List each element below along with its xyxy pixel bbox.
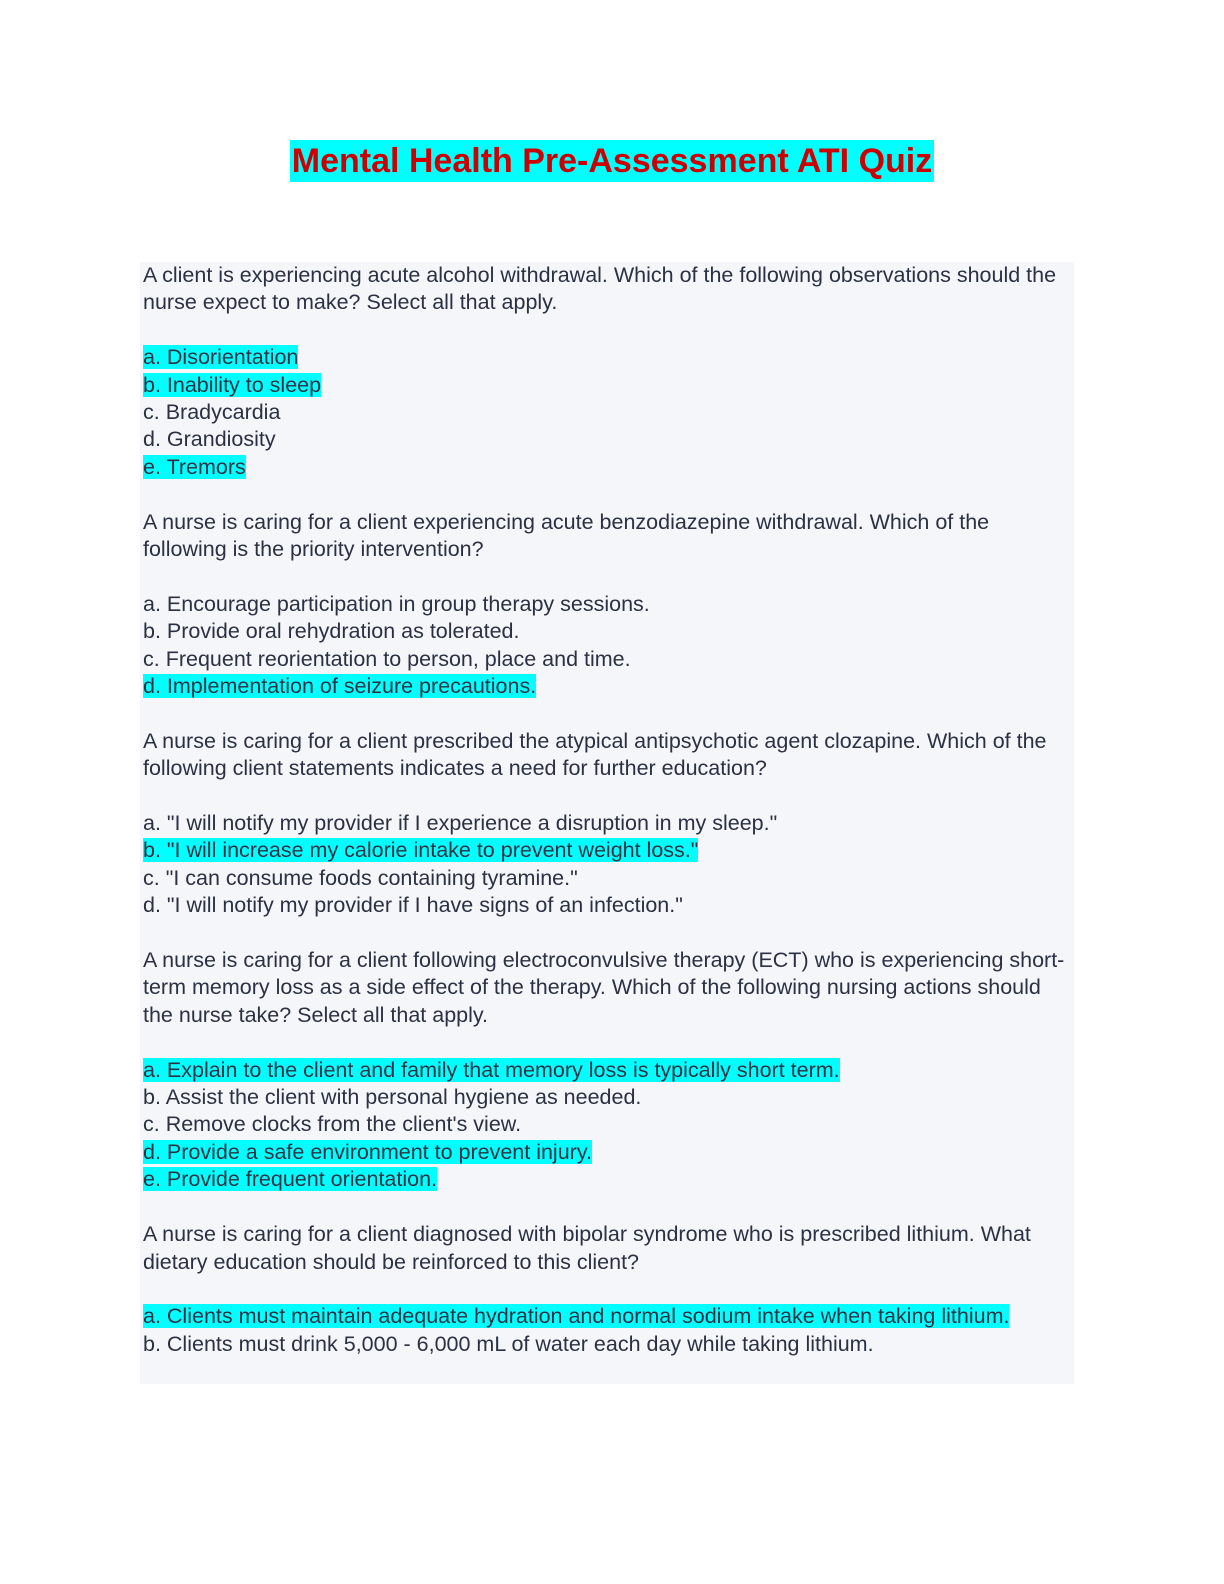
answer-option-correct: a. Clients must maintain adequate hydration and normal sodium intake when taking lithium. xyxy=(143,1304,1010,1329)
option-list xyxy=(143,344,1074,481)
list-item xyxy=(143,673,1074,700)
question-text: A nurse is caring for a client diagnosed with bipolar syndrome who is prescribed lithium. What dietary education should be reinforced to this client? xyxy=(143,1222,1031,1274)
answer-option-correct: a. Explain to the client and family that memory loss is typically short term. xyxy=(143,1057,840,1082)
list-item xyxy=(143,1139,1074,1166)
answer-option-correct: b. "I will increase my calorie intake to prevent weight loss." xyxy=(143,838,699,863)
page-title: Mental Health Pre-Assessment ATI Quiz xyxy=(291,142,933,180)
question-block-2 xyxy=(143,509,1074,701)
answer-option: c. "I can consume foods containing tyramine." xyxy=(143,865,578,890)
question-block-5 xyxy=(143,1221,1074,1358)
answer-option-correct: d. Provide a safe environment to prevent injury. xyxy=(143,1139,592,1164)
question-block-1 xyxy=(143,262,1074,481)
list-item xyxy=(143,892,1074,919)
answer-option-correct: d. Implementation of seizure precautions. xyxy=(143,674,537,699)
answer-option: c. Frequent reorientation to person, place and time. xyxy=(143,646,631,671)
list-item xyxy=(143,1057,1074,1084)
list-item xyxy=(143,810,1074,837)
list-item xyxy=(143,399,1074,426)
list-item xyxy=(143,618,1074,645)
option-list xyxy=(143,1303,1074,1358)
quiz-content xyxy=(140,262,1074,1384)
list-item xyxy=(143,865,1074,892)
question-text: A nurse is caring for a client prescribed the atypical antipsychotic agent clozapine. Which of the following client statements indicates a need for further education? xyxy=(143,728,1047,781)
list-item xyxy=(143,1331,1074,1358)
answer-option: a. Encourage participation in group therapy sessions. xyxy=(143,591,650,616)
title-wrapper xyxy=(0,140,1224,182)
option-list xyxy=(143,810,1074,920)
list-item xyxy=(143,646,1074,673)
answer-option: d. Grandiosity xyxy=(143,427,276,452)
option-list xyxy=(143,591,1074,701)
answer-option: c. Bradycardia xyxy=(143,400,281,425)
question-text: A client is experiencing acute alcohol withdrawal. Which of the following observations should the nurse expect to make? Select all that apply. xyxy=(143,263,1057,315)
list-item xyxy=(143,837,1074,864)
question-block-4 xyxy=(143,947,1074,1194)
option-list xyxy=(143,1057,1074,1194)
answer-option: b. Provide oral rehydration as tolerated. xyxy=(143,619,520,644)
answer-option-correct: b. Inability to sleep xyxy=(143,372,322,397)
list-item xyxy=(143,1084,1074,1111)
answer-option: a. "I will notify my provider if I experience a disruption in my sleep." xyxy=(143,811,778,836)
answer-option-correct: e. Provide frequent orientation. xyxy=(143,1167,438,1192)
answer-option: b. Assist the client with personal hygiene as needed. xyxy=(143,1085,642,1110)
list-item xyxy=(143,372,1074,399)
answer-option: b. Clients must drink 5,000 - 6,000 mL of water each day while taking lithium. xyxy=(143,1331,874,1356)
list-item xyxy=(143,1166,1074,1193)
answer-option-correct: a. Disorientation xyxy=(143,345,299,370)
question-block-3 xyxy=(143,728,1074,920)
question-text: A nurse is caring for a client experiencing acute benzodiazepine withdrawal. Which of the following is the priority intervention? xyxy=(143,509,990,562)
answer-option: d. "I will notify my provider if I have signs of an infection." xyxy=(143,893,683,918)
list-item xyxy=(143,344,1074,371)
list-item xyxy=(143,1303,1074,1330)
list-item xyxy=(143,591,1074,618)
answer-option-correct: e. Tremors xyxy=(143,454,246,479)
answer-option: c. Remove clocks from the client's view. xyxy=(143,1112,522,1137)
list-item xyxy=(143,454,1074,481)
list-item xyxy=(143,1111,1074,1138)
list-item xyxy=(143,426,1074,453)
question-text: A nurse is caring for a client following electroconvulsive therapy (ECT) who is experiencing short-term memory loss as a side effect of the therapy. Which of the following nursing actions should the nurse take? Select all that apply. xyxy=(143,948,1065,1027)
